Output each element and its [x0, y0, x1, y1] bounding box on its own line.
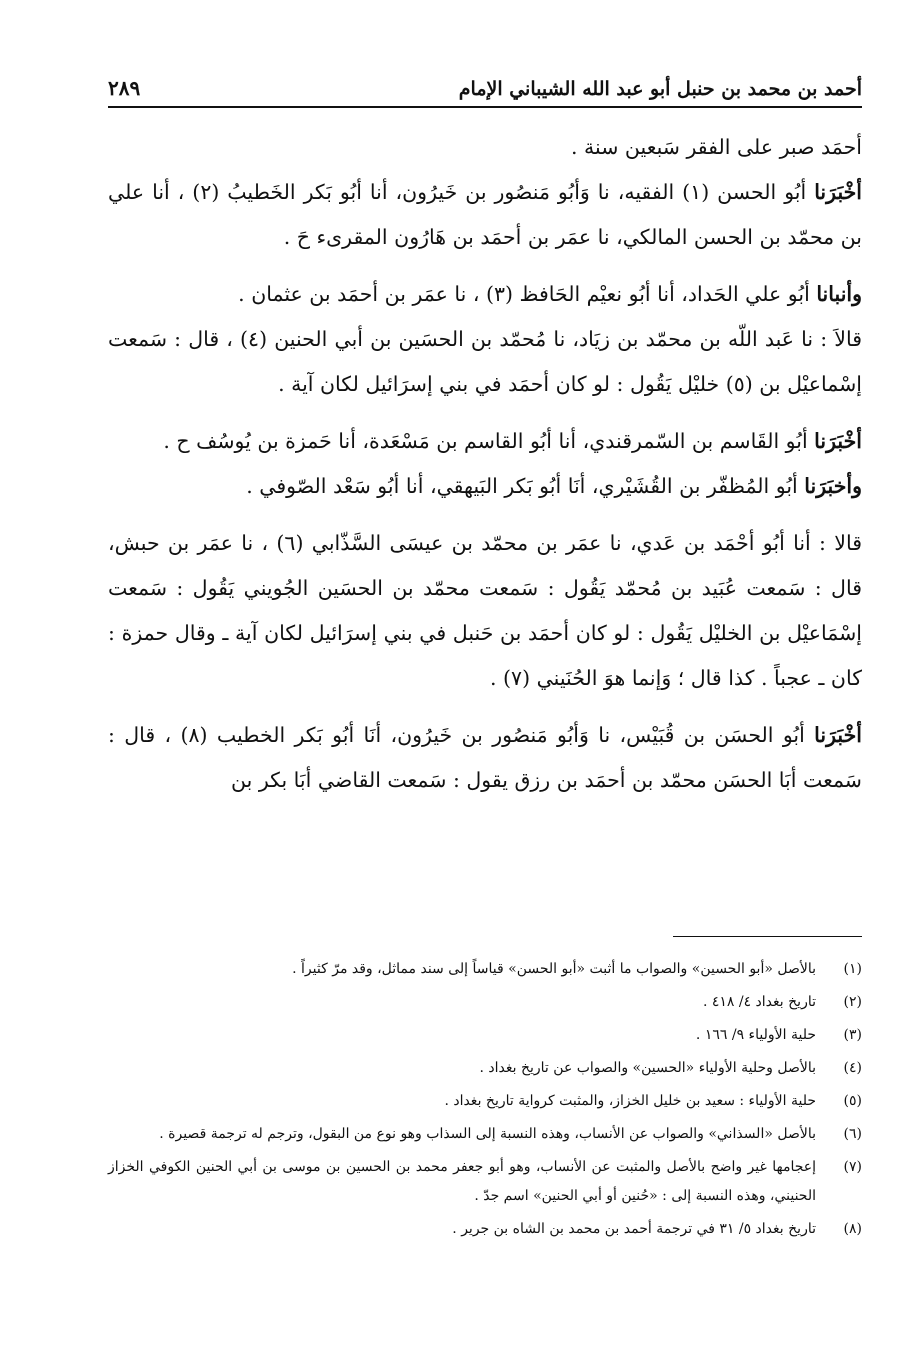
footnote-text: حلية الأولياء : سعيد بن خليل الخزاز، والمثبت كرواية تاريخ بغداد .: [444, 1093, 816, 1109]
main-text: [108, 125, 862, 803]
footnote-number: (٢): [843, 994, 862, 1010]
footnote-item: [108, 1054, 862, 1083]
header-title: أحمد بن محمد بن حنبل أبو عبد الله الشيباني الإمام: [458, 78, 862, 100]
paragraph-8: [108, 713, 862, 803]
footnote-number: (١): [843, 961, 862, 977]
paragraph-5: [108, 419, 862, 464]
paragraph-2: [108, 170, 862, 260]
footnote-number: (٧): [843, 1159, 862, 1175]
paragraph-8-text: أبُو الحسَن بن قُبَيْس، نا وَأبُو مَنصُور بن خَيرُون، أنَا أبُو بَكر الخطيب (٨) ، قال : سَمعت أبَا الحسَن محمّد بن أحمَد بن رزق يقول : سَمعت القاضي أبَا بكر بن: [108, 723, 862, 792]
chain-keyword: وأنبانا: [816, 282, 862, 306]
footnote-text: بالأصل وحلية الأولياء «الحسين» والصواب عن تاريخ بغداد .: [479, 1060, 816, 1076]
footnote-item: [108, 1087, 862, 1116]
footnote-item: [108, 955, 862, 984]
paragraph-7-text: قالا : أنا أبُو أحْمَد بن عَدي، نا عمَر بن محمّد بن عيسَى السَّذّابي (٦) ، نا عمَر بن حبش، قال : سَمعت عُبَيد بن مُحمّد يَقُول : سَمعت محمّد بن الحسَين الجُويني يَقُول : سَمعت إسْمَاعيْل بن الخليْل يَقُول : لو كان أحمَد بن حَنبل في بني إسرَائيل لكان آية ـ وقال حمزة : كان ـ عجباً . كذا قال ؛ وَإنما هوَ الحُنَيني (٧) .: [108, 531, 862, 690]
paragraph-5-text: أبُو القَاسم بن السّمرقندي، أنا أبُو القاسم بن مَسْعَدة، أنا حَمزة بن يُوسُف ح .: [163, 429, 815, 453]
paragraph-6: [108, 464, 862, 509]
paragraph-2-text: أبُو الحسن (١) الفقيه، نا وَأبُو مَنصُور بن خَيرُون، أنا أبُو بَكر الخَطيبُ (٢) ، أنا علي بن محمّد بن الحسن المالكي، نا عمَر بن أحمَد بن هَارُون المقرىء حَ .: [108, 180, 862, 249]
footnote-item: [108, 1153, 862, 1211]
paragraph-4: [108, 317, 862, 407]
paragraph-4-text: قالاَ : نا عَبد اللّه بن محمّد بن زيَاد، نا مُحمّد بن الحسَين بن أبي الحنين (٤) ، قال : سَمعت إسْماعيْل بن (٥) خليْل يَقُول : لو كان أحمَد في بني إسرَائيل لكان آية .: [108, 327, 863, 396]
footnote-text: إعجامها غير واضح بالأصل والمثبت عن الأنساب، وهو أبو جعفر محمد بن الحسين بن موسى بن أبي الحنين الكوفي الخزاز الحنيني، وهذه النسبة إلى : «حُنين أو أبي الحنين» اسم جدّ .: [108, 1159, 816, 1204]
paragraph-1: [108, 125, 862, 170]
footnote-number: (٤): [843, 1060, 862, 1076]
footnote-item: [108, 1021, 862, 1050]
chain-keyword: أخْبَرَنا: [814, 429, 862, 453]
footnote-text: حلية الأولياء ٩/ ١٦٦ .: [695, 1027, 816, 1043]
chain-keyword: وأخبَرَنا: [804, 474, 862, 498]
footnote-text: بالأصل «السذاني» والصواب عن الأنساب، وهذه النسبة إلى السذاب وهو نوع من البقول، وترجم له ترجمة قصيرة .: [159, 1126, 816, 1142]
footnote-text: بالأصل «أبو الحسين» والصواب ما أثبت «أبو الحسن» قياساً إلى سند مماثل، وقد مرّ كثيراً .: [292, 961, 816, 977]
footnote-text: تاريخ بغداد ٥/ ٣١ في ترجمة أحمد بن محمد بن الشاه بن جرير .: [452, 1221, 816, 1237]
footnote-text: تاريخ بغداد ٤/ ٤١٨ .: [702, 994, 816, 1010]
footnote-number: (٨): [843, 1221, 862, 1237]
footnote-item: [108, 988, 862, 1017]
footnote-number: (٣): [843, 1027, 862, 1043]
footnote-number: (٥): [843, 1093, 862, 1109]
footnote-item: [108, 1215, 862, 1244]
paragraph-1-text: أحمَد صبر على الفقر سَبعين سنة .: [571, 135, 862, 159]
page-number: ٢٨٩: [108, 76, 141, 100]
footnote-item: [108, 1120, 862, 1149]
paragraph-6-text: أبُو المُظفّر بن القُشَيْري، أنَا أبُو بَكر البَيهقي، أنا أبُو سَعْد الصّوفي .: [246, 474, 805, 498]
paragraph-7: [108, 521, 862, 701]
chain-keyword: أخْبَرَنا: [814, 723, 862, 747]
footnote-number: (٦): [843, 1126, 862, 1142]
paragraph-3: [108, 272, 862, 317]
paragraph-3-text: أبُو علي الحَداد، أنا أبُو نعيْم الحَافظ (٣) ، نا عمَر بن أحمَد بن عثمان .: [238, 282, 817, 306]
footnotes: [108, 955, 862, 1248]
footnote-divider: [673, 936, 862, 937]
running-header: [108, 60, 862, 108]
chain-keyword: أخْبَرَنا: [814, 180, 863, 204]
